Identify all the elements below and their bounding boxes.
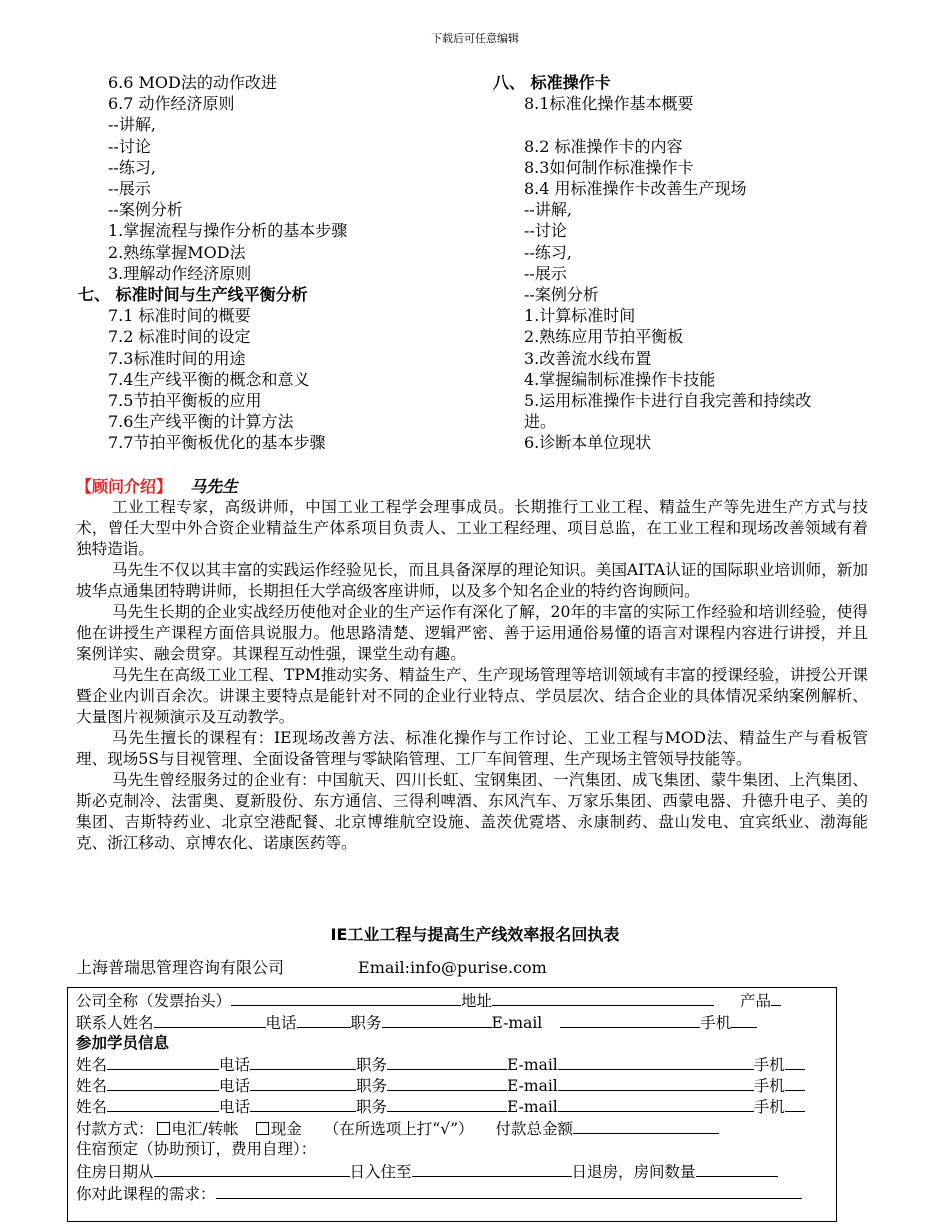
student-email-field[interactable] [558,1054,754,1070]
page-header: 下载后可任意编辑 [431,32,519,45]
needs-label: 你对此课程的需求： [76,1185,216,1203]
outline-line: 6.诊断本单位现状 [524,433,652,453]
wire-transfer-checkbox[interactable] [157,1122,170,1135]
student-position-label: 职务 [356,1056,388,1074]
bio-paragraph: 马先生擅长的课程有：IE现场改善方法、标准化操作与工作讨论、工业工程与MOD法、精益生产与看板管理、现场5S与目视管理、全面设备管理与零缺陷管理、工厂车间管理、生产现场主管领导技能等。 [76,729,868,768]
outline-line: 7.5节拍平衡板的应用 [108,391,262,411]
section-heading: 八、 标准操作卡 [493,73,611,92]
student-phone-field[interactable] [250,1054,356,1070]
room-count-field[interactable] [696,1161,778,1177]
position-label: 职务 [350,1014,382,1032]
organizer-line [76,955,547,978]
outline-line: 6.6 MOD法的动作改进 [108,73,277,92]
outline-line: 2.熟练应用节拍平衡板 [524,327,684,347]
phone-label: 电话 [265,1014,297,1032]
outline-line: 7.2 标准时间的设定 [108,327,251,347]
position-field[interactable] [382,1012,492,1028]
outline-line: 4.掌握编制标准操作卡技能 [524,369,716,389]
outline-line: 5.运用标准操作卡进行自我完善和持续改 [524,391,812,411]
student-name-label: 姓名 [76,1056,108,1074]
student-position-field[interactable] [387,1054,507,1070]
dates-row [76,1161,778,1182]
address-label: 地址 [461,992,493,1010]
outline-line: 3.改善流水线布置 [524,348,652,368]
checkin-label: 住房日期从 [76,1163,154,1181]
checkin-field[interactable] [154,1161,350,1177]
student-position-field[interactable] [387,1096,507,1112]
student-name-label: 姓名 [76,1077,108,1095]
outline-line: 7.6生产线平衡的计算方法 [108,412,294,432]
bio-paragraph: 马先生曾经服务过的企业有：中国航天、四川长虹、宝钢集团、一汽集团、成飞集团、蒙牛集团、上汽集团、斯必克制冷、法雷奥、夏新股份、东方通信、三得利啤酒、东风汽车、万家乐集团、西蒙电器、升德升电子、美的集团、吉斯特药业、北京空港配餐、北京博维航空设施、盖茨优霓塔、永康制药、盘山发电、宜宾纸业、渤海能克、浙江移动、京博农化、诺康医药等。 [76,771,868,852]
outline-line: 8.4 用标准操作卡改善生产现场 [524,179,747,199]
needs-field-line2[interactable] [76,1206,828,1222]
wire-transfer-label: 电汇/转帐 [171,1120,239,1138]
outline-line: 7.1 标准时间的概要 [108,306,251,326]
student-position-label: 职务 [356,1077,388,1095]
company-name-label: 公司全称（发票抬头） [76,992,232,1010]
student-name-field[interactable] [107,1054,219,1070]
outline-line: --讨论 [108,136,151,156]
phone-field[interactable] [297,1012,351,1028]
student-name-field[interactable] [107,1075,219,1091]
checkout-field[interactable] [412,1161,572,1177]
student-phone-label: 电话 [219,1098,251,1116]
payment-label: 付款方式： [76,1120,154,1138]
outline-line: 8.3如何制作标准操作卡 [524,157,694,177]
outline-line: --讲解, [524,200,572,220]
cash-label: 现金 [270,1120,302,1138]
organizer-email: Email:info@purise.com [358,958,547,977]
address-field[interactable] [492,990,714,1006]
consultant-name: 马先生 [190,477,239,496]
outline-line: 8.1标准化操作基本概要 [524,94,694,114]
outline-line: --讲解, [108,115,156,135]
student-row [76,1075,805,1096]
student-mobile-field[interactable] [785,1075,805,1091]
student-phone-field[interactable] [250,1096,356,1112]
students-heading: 参加学员信息 [76,1034,170,1052]
student-name-field[interactable] [107,1096,219,1112]
outline-line: --讨论 [524,221,567,241]
student-mobile-field[interactable] [785,1096,805,1112]
mobile-field[interactable] [731,1012,757,1028]
organizer-company: 上海普瑞思管理咨询有限公司 [76,958,285,977]
cash-checkbox[interactable] [256,1122,269,1135]
stay-until-label: 日入住至 [349,1163,412,1181]
email-field[interactable] [560,1012,700,1028]
bio-paragraph: 马先生不仅以其丰富的实践运作经验见长，而且具备深厚的理论知识。美国AITA认证的国际职业培训师，新加坡华点通集团特聘讲师，长期担任大学高级客座讲师，以及多个知名企业的特约咨询顾问。 [76,561,868,600]
outline-line: 进。 [524,412,557,432]
total-amount-field[interactable] [573,1118,719,1134]
student-email-field[interactable] [558,1096,754,1112]
bio-paragraph: 工业工程专家，高级讲师，中国工业工程学会理事成员。长期推行工业工程、精益生产等先进生产方式与技术，曾任大型中外合资企业精益生产体系项目负责人、工业工程经理、项目总监，在工业工程和现场改善领域有着独特造诣。 [76,498,868,558]
outline-line: 7.4生产线平衡的概念和意义 [108,369,310,389]
form-row-contact [76,1012,757,1033]
section-heading: 七、 标准时间与生产线平衡分析 [78,285,308,305]
student-position-field[interactable] [387,1075,507,1091]
mobile-label: 手机 [700,1014,732,1032]
student-phone-label: 电话 [219,1077,251,1095]
consultant-bio [76,476,868,854]
bio-paragraph: 马先生长期的企业实战经历使他对企业的生产运作有深化了解，20年的丰富的实际工作经验和培训经验，使得他在讲授生产课程方面倍具说服力。他思路清楚、逻辑严密、善于运用通俗易懂的语言对课程内容进行讲授，并且案例详实、融会贯穿。其课程互动性强，课堂生动有趣。 [76,603,868,663]
outline-line: 3.理解动作经济原则 [108,263,252,283]
outline-line: --展示 [524,263,567,283]
student-phone-label: 电话 [219,1056,251,1074]
contact-field[interactable] [154,1012,266,1028]
lodging-label: 住宿预定（协助预订，费用自理）： [76,1140,317,1158]
bio-paragraph: 马先生在高级工业工程、TPM推动实务、精益生产、生产现场管理等培训领域有丰富的授课经验，讲授公开课暨企业内训百余次。讲课主要特点是能针对不同的企业行业特点、学员层次、结合企业的具体情况采纳案例解析、大量图片视频演示及互动教学。 [76,666,868,726]
outline-line: --练习, [524,242,572,262]
left-column [78,72,478,454]
student-phone-field[interactable] [250,1075,356,1091]
outline-line: 1.计算标准时间 [524,306,636,326]
outline-line [493,114,873,135]
bio-tag: 【顾问介绍】 [76,477,173,496]
student-email-field[interactable] [558,1075,754,1091]
student-mobile-field[interactable] [785,1054,805,1070]
form-row-company [76,990,781,1011]
outline-line: 1.掌握流程与操作分析的基本步骤 [108,221,348,241]
outline-line: 7.3标准时间的用途 [108,348,246,368]
right-column [493,72,873,454]
total-amount-label: 付款总金额 [495,1120,574,1138]
student-email-label: E-mail [507,1077,558,1095]
student-position-label: 职务 [356,1098,388,1116]
student-mobile-label: 手机 [753,1077,785,1095]
outline-line: 8.2 标准操作卡的内容 [524,136,683,156]
outline-line: 2.熟练掌握MOD法 [108,242,246,262]
outline-line: --展示 [108,179,151,199]
outline-line: 7.7节拍平衡板优化的基本步骤 [108,433,326,453]
needs-row [76,1183,802,1204]
needs-field[interactable] [216,1183,802,1199]
product-field[interactable] [771,990,781,1006]
outline-line: --练习, [108,157,156,177]
form-title: IE工业工程与提高生产线效率报名回执表 [330,925,620,944]
payment-row [76,1118,719,1139]
student-mobile-label: 手机 [753,1098,785,1116]
student-mobile-label: 手机 [753,1056,785,1074]
student-row [76,1096,805,1117]
student-email-label: E-mail [507,1098,558,1116]
contact-label: 联系人姓名 [76,1014,154,1032]
outline-line: 6.7 动作经济原则 [108,94,235,114]
email-label: E-mail [491,1014,543,1032]
room-count-label: 日退房，房间数量 [571,1163,696,1181]
product-label: 产品 [740,992,772,1010]
student-email-label: E-mail [507,1056,558,1074]
outline-line: --案例分析 [524,285,599,305]
outline-line: --案例分析 [108,200,183,220]
company-name-field[interactable] [231,990,461,1006]
student-row [76,1054,805,1075]
payment-note: （在所选项上打“√”） [323,1120,474,1138]
student-name-label: 姓名 [76,1098,108,1116]
registration-form [67,987,837,1222]
